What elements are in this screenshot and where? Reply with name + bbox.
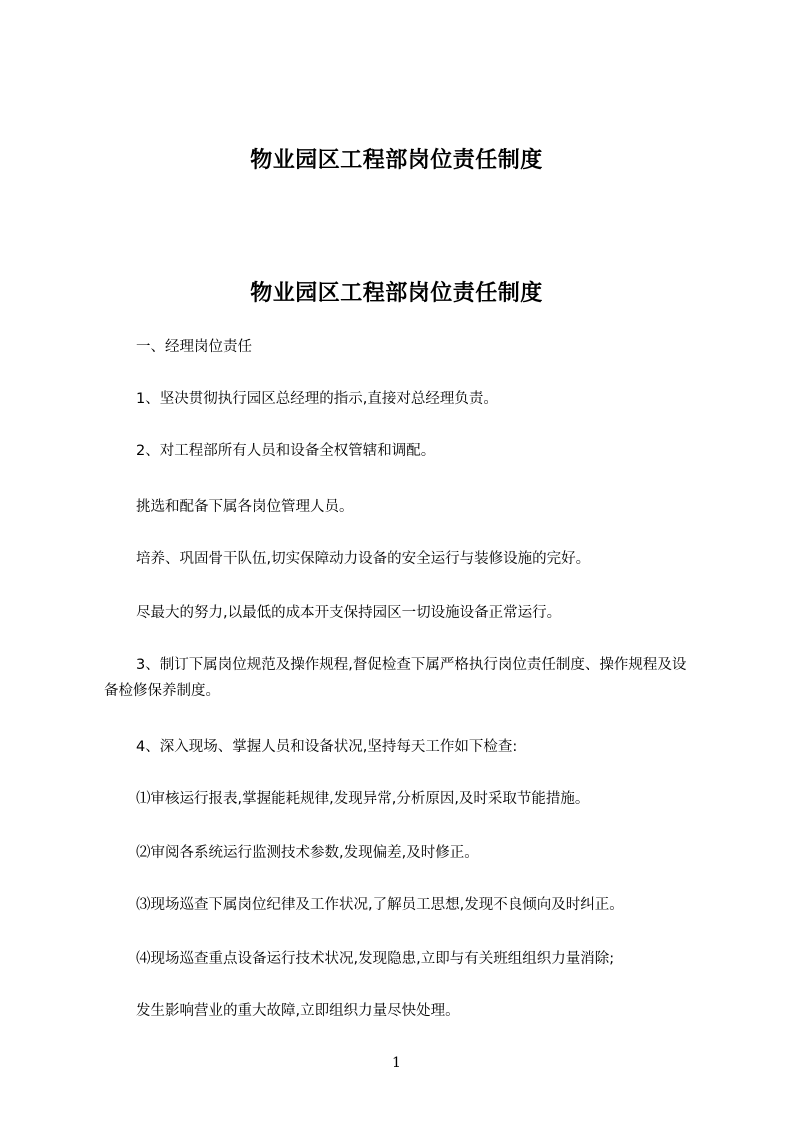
paragraph: ⑴审核运行报表,掌握能耗规律,发现异常,分析原因,及时采取节能措施。 xyxy=(136,791,590,807)
paragraph: ⑵审阅各系统运行监测技术参数,发现偏差,及时修正。 xyxy=(136,845,479,861)
paragraph: 发生影响营业的重大故障,立即组织力量尽快处理。 xyxy=(136,1003,460,1019)
paragraph: 挑选和配备下属各岗位管理人员。 xyxy=(136,499,354,515)
section-heading: 一、经理岗位责任 xyxy=(136,339,252,355)
paragraph: 培养、巩固骨干队伍,切实保障动力设备的安全运行与装修设施的完好。 xyxy=(136,551,591,567)
paragraph: ⑷现场巡查重点设备运行技术状况,发现隐患,立即与有关班组组织力量消除; xyxy=(136,951,615,967)
paragraph: ⑶现场巡查下属岗位纪律及工作状况,了解员工思想,发现不良倾向及时纠正。 xyxy=(136,897,624,913)
document-title-main: 物业园区工程部岗位责任制度 xyxy=(250,281,543,306)
paragraph: 尽最大的努力,以最低的成本开支保持园区一切设施设备正常运行。 xyxy=(136,605,562,621)
paragraph: 4、深入现场、掌握人员和设备状况,坚持每天工作如下检查: xyxy=(136,739,518,755)
paragraph: 3、制订下属岗位规范及操作规程,督促检查下属严格执行岗位责任制度、操作规程及设备检修保养制度。 xyxy=(104,657,687,699)
document-title-top: 物业园区工程部岗位责任制度 xyxy=(250,148,543,173)
page-number: 1 xyxy=(392,1055,401,1071)
paragraph: 2、对工程部所有人员和设备全权管辖和调配。 xyxy=(136,443,436,459)
paragraph: 1、坚决贯彻执行园区总经理的指示,直接对总经理负责。 xyxy=(136,391,498,407)
